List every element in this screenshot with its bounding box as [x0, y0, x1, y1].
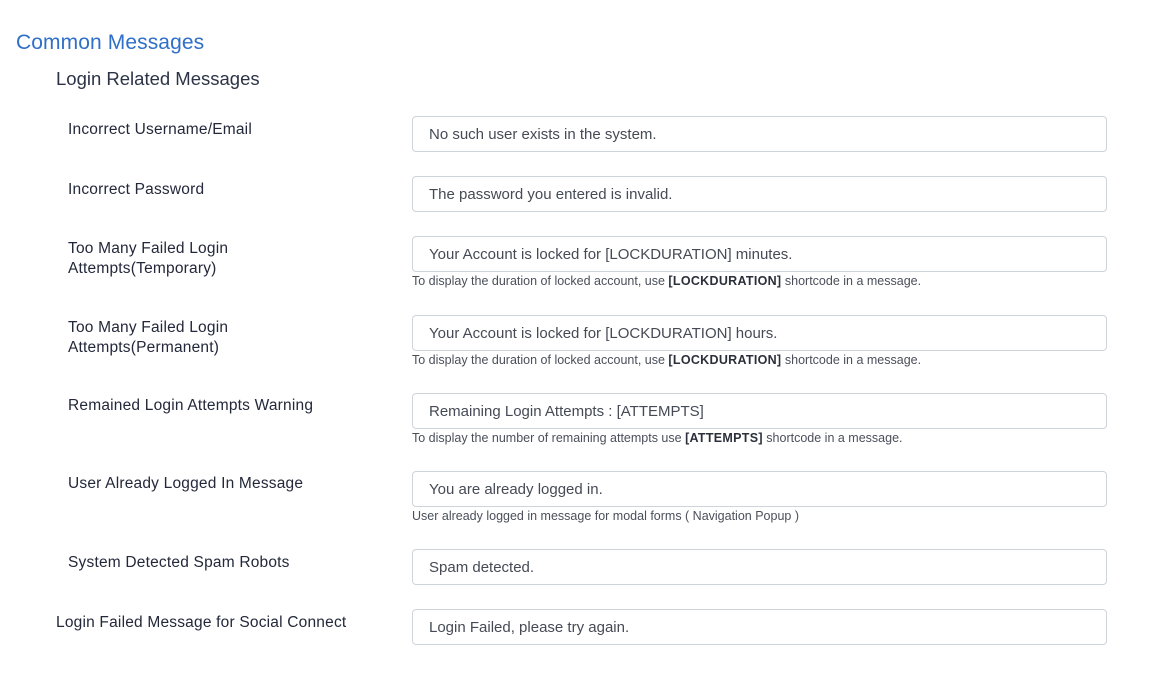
- hint-shortcode: [LOCKDURATION]: [668, 353, 782, 367]
- hint-shortcode: [ATTEMPTS]: [685, 431, 763, 445]
- input-failed-permanent[interactable]: [412, 315, 1107, 351]
- label-incorrect-username: Incorrect Username/Email: [68, 121, 252, 138]
- label-line: Attempts(Temporary): [68, 260, 217, 277]
- hint-already-logged-in: User already logged in message for modal forms ( Navigation Popup ): [412, 509, 799, 523]
- label-failed-permanent: [68, 318, 368, 358]
- input-already-logged-in[interactable]: [412, 471, 1107, 507]
- hint-shortcode: [LOCKDURATION]: [668, 274, 782, 288]
- label-line: Too Many Failed Login: [68, 319, 229, 336]
- label-failed-temporary: [68, 239, 368, 279]
- label-already-logged-in: User Already Logged In Message: [68, 475, 304, 492]
- hint-failed-temporary: [412, 274, 921, 288]
- label-spam-robots: System Detected Spam Robots: [68, 554, 290, 571]
- label-social-connect: Login Failed Message for Social Connect: [56, 614, 347, 631]
- hint-text: To display the duration of locked account, use: [412, 274, 669, 288]
- hint-text: To display the number of remaining attempts use: [412, 431, 686, 445]
- input-remaining-attempts[interactable]: [412, 393, 1107, 429]
- hint-text: To display the duration of locked account, use: [412, 353, 669, 367]
- hint-remaining-attempts: [412, 431, 903, 445]
- hint-failed-permanent: [412, 353, 921, 367]
- group-title: Login Related Messages: [56, 68, 260, 89]
- hint-text: shortcode in a message.: [781, 353, 922, 367]
- input-spam-robots[interactable]: [412, 549, 1107, 585]
- input-failed-temporary[interactable]: [412, 236, 1107, 272]
- label-line: Too Many Failed Login: [68, 240, 229, 257]
- input-incorrect-password[interactable]: [412, 176, 1107, 212]
- hint-text: shortcode in a message.: [781, 274, 922, 288]
- label-line: Attempts(Permanent): [68, 339, 220, 356]
- input-social-connect[interactable]: [412, 609, 1107, 645]
- label-remaining-attempts: Remained Login Attempts Warning: [68, 397, 314, 414]
- input-incorrect-username[interactable]: [412, 116, 1107, 152]
- section-title: Common Messages: [16, 31, 205, 54]
- label-incorrect-password: Incorrect Password: [68, 181, 205, 198]
- hint-text: shortcode in a message.: [762, 431, 903, 445]
